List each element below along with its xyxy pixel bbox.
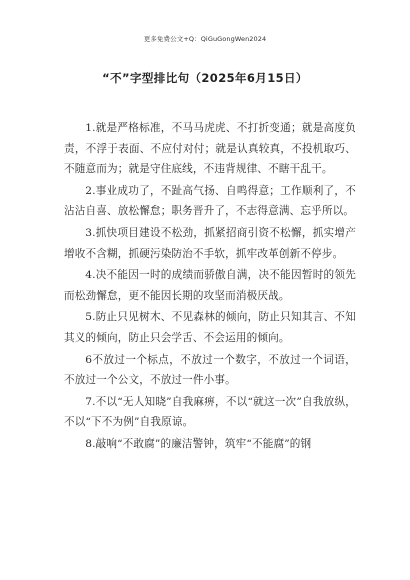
paragraph-1: 1.就是严格标准，不马马虎虎、不打折变通；就是高度负责，不浮于表面、不应付对付；就是认真较真，不投机取巧、不随意而为；就是守住底线，不违背规律、不瞎干乱干。 [64, 122, 356, 176]
paragraph-5: 5.防止只见树木、不见森林的倾向，防止只知其言、不知其义的倾向，防止只会学舌、不会运用的倾向。 [64, 311, 356, 344]
document-body [64, 118, 356, 455]
page-title: “不”字型排比句（2025年6月15日） [102, 71, 308, 85]
paragraph-3: 3.抓快项目建设不松劲，抓紧招商引资不松懈，抓实增产增收不含糊，抓硬污染防治不手软，抓牢改革创新不停步。 [64, 226, 356, 260]
paragraph-2: 2.事业成功了，不趾高气扬、自鸣得意；工作顺利了，不沾沾自喜、放松懈怠；职务晋升了，不志得意满、忘乎所以。 [64, 184, 356, 218]
paragraph-4: 4.决不能因一时的成绩而骄傲自满，决不能因暂时的领先而松劲懈怠，更不能因长期的攻坚而消极厌战。 [64, 269, 356, 302]
header-note: 更多免费公文+Q：QiGuGongWen2024 [143, 35, 267, 43]
paragraph-6: 6不放过一个标点，不放过一个数字，不放过一个词语，不放过一个公文，不放过一件小事。 [64, 353, 356, 387]
paragraph-7: 7.不以“无人知晓”自我麻痹，不以“就这一次”自我放纵，不以“下不为例”自我原谅。 [64, 395, 356, 429]
paragraph-8: 8.敲响“不敢腐”的廉洁警钟，筑牢“不能腐”的钢 [85, 437, 312, 450]
